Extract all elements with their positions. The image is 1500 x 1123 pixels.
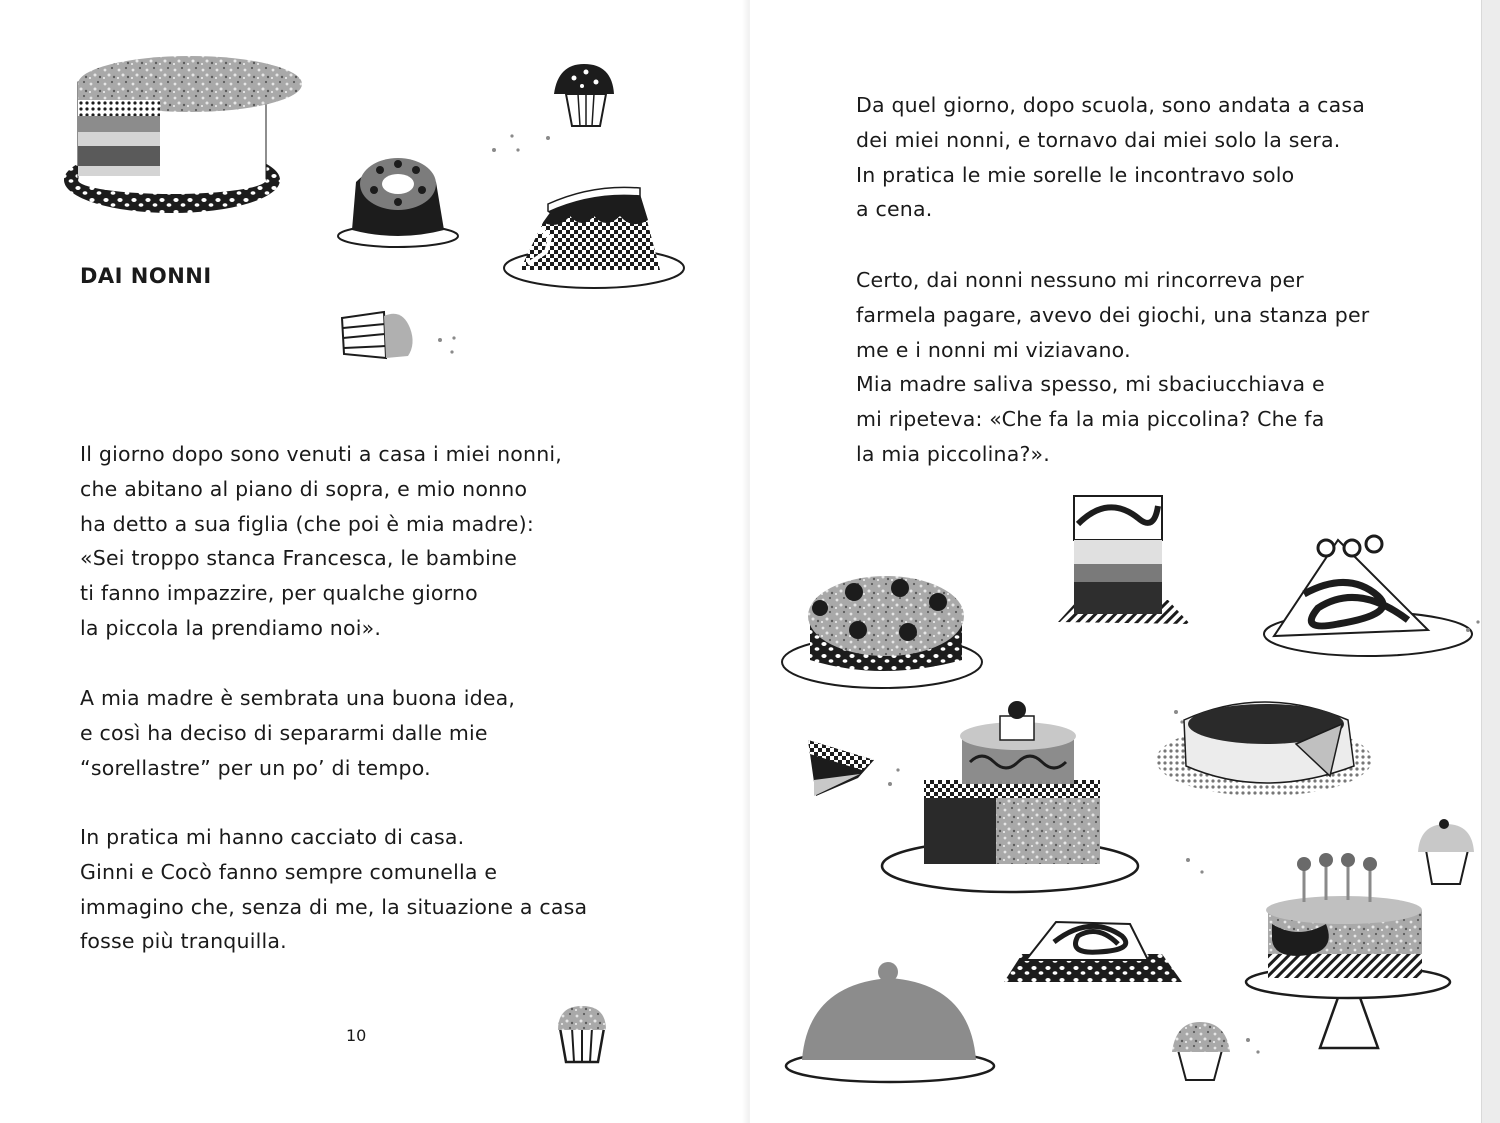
birthday-cake-icon: [1246, 853, 1450, 1048]
muffin-icon: [1172, 1022, 1260, 1080]
muffin-icon: [488, 58, 618, 158]
paragraph-5: Certo, dai nonni nessuno mi rincorreva per farmela pagare, avevo dei giochi, una stanza per me e i nonni mi viziavano. Mia madre saliva spesso, mi sbaciucchiava e mi ripeteva: «Che fa la mia piccolina? Che fa la mia piccolina?».: [856, 268, 1370, 466]
paragraph-1: Il giorno dopo sono venuti a casa i miei nonni, che abitano al piano di sopra, e mio nonno ha detto a sua figlia (che poi è mia madre): «Sei troppo stanca Francesca, le bambine ti fanno impazzire, per qualche giorno la piccola la prendiamo noi».: [80, 442, 563, 640]
tiered-cake-icon: [882, 701, 1204, 892]
swirl-slice-icon: [1264, 536, 1480, 656]
chapter-title: DAI NONNI: [80, 264, 212, 288]
page-number: 10: [346, 1026, 367, 1045]
flower-cake-icon: [782, 576, 982, 688]
layer-cake-icon: [60, 52, 310, 222]
tart-icon: [1156, 702, 1372, 796]
sliced-cake-icon: [502, 182, 690, 294]
pie-slice-icon: [808, 740, 900, 796]
cake-slice-icon: [330, 268, 460, 398]
paragraph-4: Da quel giorno, dopo scuola, sono andata a casa dei miei nonni, e tornavo dai miei solo la sera. In pratica le mie sorelle le incontravo solo a cena.: [856, 93, 1366, 222]
paragraph-3: In pratica mi hanno cacciato di casa. Ginni e Cocò fanno sempre comunella e immagino che, senza di me, la situazione a casa fosse più tranquilla.: [80, 825, 588, 954]
cloche-icon: [786, 962, 994, 1082]
swiss-roll-icon: [1004, 922, 1182, 982]
cupcake-icon: [546, 998, 618, 1070]
right-page: [750, 0, 1482, 1123]
paragraph-2: A mia madre è sembrata una buona idea, e così ha deciso di separarmi dalle mie “sorellastre” per un po’ di tempo.: [80, 686, 516, 780]
left-page: [0, 0, 746, 1123]
bundt-cake-icon: [318, 132, 466, 252]
cupcake-icon: [1418, 819, 1474, 884]
page-edge: [1481, 0, 1500, 1123]
desserts-illustration: [778, 484, 1482, 1094]
layered-slice-icon: [1058, 496, 1190, 624]
